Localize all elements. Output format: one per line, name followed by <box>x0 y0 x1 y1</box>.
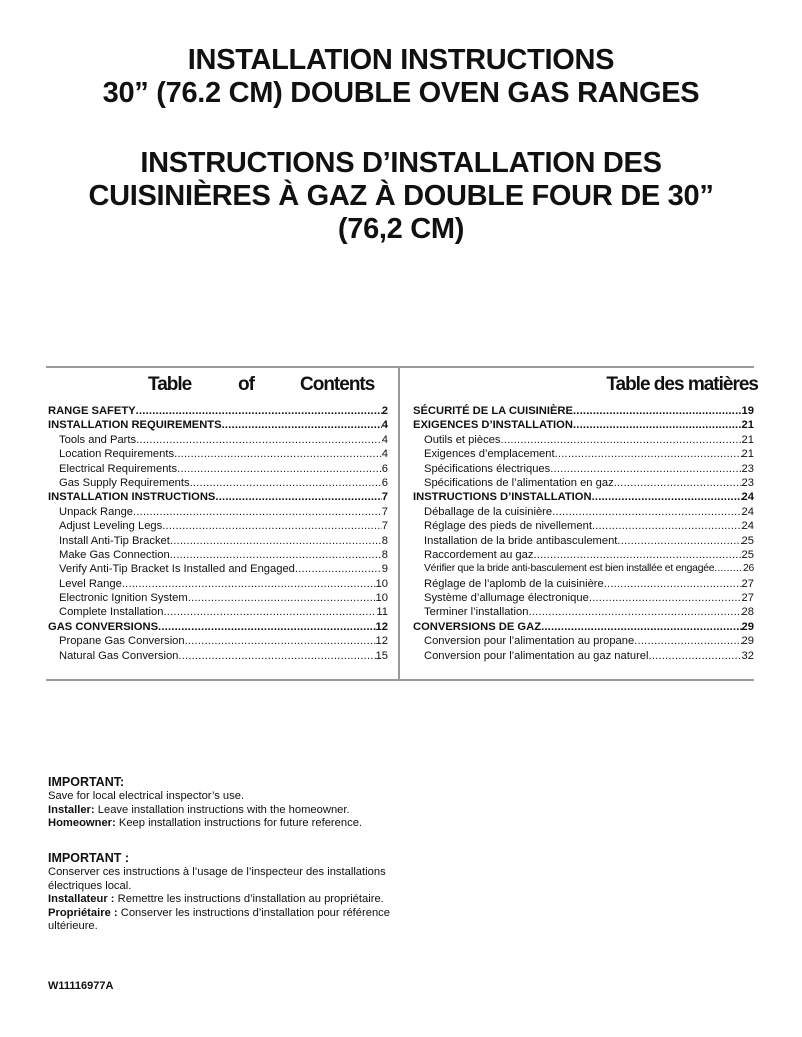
toc-entry[interactable] <box>48 620 388 634</box>
toc-entry-label: Raccordement au gaz <box>424 548 534 561</box>
toc-entry-page: 21 <box>741 433 754 446</box>
title-fr-line-3: (76,2 CM) <box>337 213 465 245</box>
toc-entry-page: 10 <box>375 592 388 605</box>
toc-entry[interactable] <box>413 476 754 490</box>
toc-entry-label: INSTALLATION INSTRUCTIONS <box>48 491 216 504</box>
toc-entry-page: 25 <box>741 534 754 547</box>
toc-dot-leader <box>592 490 742 504</box>
toc-entry-label: Réglage des pieds de nivellement <box>424 520 592 533</box>
toc-entry-label: Tools and Parts <box>59 433 137 446</box>
title-fr-line-1: INSTRUCTIONS D’INSTALLATION DES <box>140 147 662 179</box>
toc-entry-page: 23 <box>741 462 754 475</box>
toc-dot-leader <box>649 649 742 663</box>
toc-entry[interactable] <box>413 620 754 634</box>
toc-entry-page: 6 <box>381 462 388 475</box>
toc-english-list <box>48 404 388 663</box>
toc-entry-label: Vérifier que la bride anti-basculement est bien installée et engagée <box>424 563 715 575</box>
toc-entry[interactable] <box>48 548 388 562</box>
toc-top-rule <box>46 366 754 368</box>
toc-entry[interactable] <box>48 404 388 418</box>
toc-entry-label: CONVERSIONS DE GAZ <box>413 620 542 633</box>
toc-entry[interactable] <box>413 591 754 605</box>
toc-entry-page: 27 <box>741 577 754 590</box>
toc-entry[interactable] <box>413 562 754 576</box>
toc-entry-page: 6 <box>381 476 388 489</box>
toc-entry-label: Location Requirements <box>59 448 175 461</box>
toc-entry-label: INSTRUCTIONS D’INSTALLATION <box>413 491 592 504</box>
toc-dot-leader <box>170 534 382 548</box>
toc-heading-french: Table des matières <box>606 374 758 395</box>
toc-dot-leader <box>136 404 382 418</box>
toc-entry-label: SÉCURITÉ DE LA CUISINIÈRE <box>413 405 573 417</box>
toc-dot-leader <box>122 577 376 591</box>
toc-entry-page: 7 <box>381 520 388 533</box>
toc-entry-label: Install Anti-Tip Bracket <box>59 534 170 547</box>
toc-entry-label: Réglage de l’aplomb de la cuisinière <box>424 577 604 590</box>
toc-entry[interactable] <box>413 519 754 533</box>
toc-entry[interactable] <box>413 404 754 418</box>
homeowner-label-en: Homeowner: <box>48 817 116 829</box>
toc-dot-leader <box>573 418 742 432</box>
important-line-fr: Conserver ces instructions à l’usage de l’inspecteur des installations électriques local. <box>48 866 386 892</box>
installer-label-fr: Installateur : <box>48 893 115 905</box>
toc-dot-leader <box>170 548 382 562</box>
toc-entry[interactable] <box>48 505 388 519</box>
toc-dot-leader <box>528 605 741 619</box>
toc-entry-page: 10 <box>375 577 388 590</box>
title-fr-line-2: CUISINIÈRES À GAZ À DOUBLE FOUR DE 30” <box>88 180 714 212</box>
toc-entry-label: Electrical Requirements <box>59 462 178 475</box>
toc-entry[interactable] <box>48 577 388 591</box>
toc-entry[interactable] <box>413 418 754 432</box>
toc-entry-page: 29 <box>741 635 754 648</box>
toc-entry-label: Make Gas Connection <box>59 548 170 561</box>
toc-entry[interactable] <box>413 462 754 476</box>
toc-dot-leader <box>541 620 741 634</box>
toc-entry-page: 11 <box>376 606 388 619</box>
toc-entry-page: 7 <box>381 491 388 504</box>
toc-entry-page: 2 <box>381 405 388 417</box>
toc-dot-leader <box>188 591 376 605</box>
toc-dot-leader <box>533 548 741 562</box>
toc-entry-label: Verify Anti-Tip Bracket Is Installed and Engaged <box>59 563 295 576</box>
toc-entry[interactable] <box>413 577 754 591</box>
title-english <box>0 44 802 110</box>
toc-entry[interactable] <box>48 490 388 504</box>
toc-dot-leader <box>573 404 742 418</box>
toc-french-list <box>413 404 754 663</box>
toc-dot-leader <box>295 562 382 576</box>
toc-entry-page: 8 <box>381 534 388 547</box>
important-notice-french <box>48 850 428 934</box>
toc-entry-page: 21 <box>741 419 754 432</box>
toc-entry-page: 4 <box>381 433 388 446</box>
toc-entry-label: Exigences d’emplacement <box>424 448 555 461</box>
toc-entry-page: 21 <box>741 448 754 461</box>
toc-entry-page: 24 <box>741 520 754 533</box>
toc-dot-leader <box>634 634 741 648</box>
toc-entry-label: Spécifications de l’alimentation en gaz <box>424 476 614 489</box>
installer-text-fr: Remettre les instructions d’installation au propriétaire. <box>114 893 384 905</box>
toc-entry-label: Déballage de la cuisinière <box>424 505 553 518</box>
toc-entry-label: EXIGENCES D’INSTALLATION <box>413 419 573 432</box>
title-en-line-1: INSTALLATION INSTRUCTIONS <box>187 44 615 76</box>
toc-entry[interactable] <box>413 433 754 447</box>
toc-entry-label: Installation de la bride antibasculement <box>424 534 618 547</box>
toc-entry-label: Outils et pièces <box>424 433 501 446</box>
toc-entry-label: Conversion pour l’alimentation au gaz naturel <box>424 649 649 662</box>
toc-entry-label: Electronic Ignition System <box>59 592 188 605</box>
toc-entry-page: 27 <box>741 592 754 605</box>
installer-note-en <box>48 804 428 818</box>
toc-dot-leader <box>555 447 742 461</box>
toc-entry-label: Spécifications électriques <box>424 462 551 475</box>
toc-entry-page: 29 <box>741 620 754 633</box>
toc-entry-label: Terminer l’installation <box>424 606 529 619</box>
toc-entry-label: Adjust Leveling Legs <box>59 520 163 533</box>
toc-heading-word-1: Table <box>148 374 192 395</box>
toc-entry[interactable] <box>413 490 754 504</box>
toc-entry-label: RANGE SAFETY <box>48 405 136 417</box>
toc-dot-leader <box>163 605 376 619</box>
toc-entry-label: Level Range <box>59 577 122 590</box>
toc-entry-label: GAS CONVERSIONS <box>48 620 159 633</box>
toc-entry-page: 4 <box>381 448 388 461</box>
important-heading-fr: IMPORTANT : <box>48 851 130 865</box>
toc-entry-label: Unpack Range <box>59 505 134 518</box>
toc-entry[interactable] <box>413 548 754 562</box>
important-line-en: Save for local electrical inspector’s use. <box>48 790 245 802</box>
toc-dot-leader <box>614 476 742 490</box>
toc-entry[interactable] <box>48 476 388 490</box>
toc-entry[interactable] <box>48 634 388 648</box>
toc-entry-label: Complete Installation <box>59 606 164 619</box>
toc-entry[interactable] <box>413 447 754 461</box>
installer-label-en: Installer: <box>48 803 95 816</box>
toc-dot-leader <box>552 505 741 519</box>
toc-entry[interactable] <box>48 534 388 548</box>
document-code: W11116977A <box>48 980 114 992</box>
installer-note-fr <box>48 893 428 907</box>
toc-dot-leader <box>714 562 743 576</box>
toc-heading-word-3: Contents <box>300 374 375 395</box>
toc-entry[interactable] <box>413 505 754 519</box>
installer-text-en: Leave installation instructions with the homeowner. <box>94 803 350 816</box>
toc-dot-leader <box>617 534 741 548</box>
toc-entry-page: 12 <box>375 635 388 648</box>
toc-entry-page: 26 <box>742 563 754 575</box>
toc-dot-leader <box>589 591 742 605</box>
toc-entry-page: 8 <box>381 548 388 561</box>
toc-entry[interactable] <box>413 634 754 648</box>
toc-dot-leader <box>185 634 376 648</box>
toc-entry[interactable] <box>48 519 388 533</box>
toc-entry-page: 24 <box>741 505 754 518</box>
toc-entry[interactable] <box>48 447 388 461</box>
homeowner-text-fr: Conserver les instructions d’installation pour référence ultérieure. <box>48 906 391 932</box>
toc-entry[interactable] <box>413 605 754 619</box>
toc-bottom-rule <box>46 679 754 681</box>
toc-dot-leader <box>133 505 382 519</box>
toc-entry[interactable] <box>48 418 388 432</box>
homeowner-text-en: Keep installation instructions for future reference. <box>115 817 363 829</box>
title-en-line-2: 30” (76.2 CM) DOUBLE OVEN GAS RANGES <box>102 77 700 109</box>
toc-dot-leader <box>162 519 382 533</box>
toc-entry[interactable] <box>48 562 388 576</box>
toc-dot-leader <box>592 519 742 533</box>
toc-entry-page: 7 <box>381 505 388 518</box>
toc-entry-label: Système d’allumage électronique <box>424 592 589 605</box>
important-heading-en: IMPORTANT: <box>48 775 125 789</box>
toc-entry-label: Gas Supply Requirements <box>59 476 190 489</box>
toc-entry-page: 9 <box>381 563 388 576</box>
toc-entry[interactable] <box>413 649 754 663</box>
title-french <box>0 147 802 246</box>
toc-entry-page: 32 <box>741 649 754 662</box>
toc-entry-page: 12 <box>375 620 388 633</box>
toc-entry-page: 15 <box>375 649 388 662</box>
toc-dot-leader <box>174 447 382 461</box>
toc-dot-leader <box>550 462 741 476</box>
toc-dot-leader <box>190 476 382 490</box>
toc-dot-leader <box>177 462 382 476</box>
toc-entry-page: 24 <box>741 491 754 504</box>
toc-heading-word-2: of <box>238 374 254 395</box>
toc-dot-leader <box>215 490 381 504</box>
toc-entry-label: Natural Gas Conversion <box>59 649 179 662</box>
toc-entry[interactable] <box>48 433 388 447</box>
toc-entry[interactable] <box>48 462 388 476</box>
toc-entry[interactable] <box>48 649 388 663</box>
homeowner-note-en <box>48 817 428 831</box>
toc-entry-label: Propane Gas Conversion <box>59 635 185 648</box>
homeowner-note-fr <box>48 907 428 934</box>
toc-entry[interactable] <box>413 534 754 548</box>
important-notice-english <box>48 774 428 831</box>
toc-entry-page: 28 <box>741 606 754 619</box>
toc-dot-leader <box>222 418 382 432</box>
toc-dot-leader <box>500 433 741 447</box>
toc-dot-leader <box>604 577 742 591</box>
toc-entry[interactable] <box>48 605 388 619</box>
toc-column-divider <box>398 366 400 681</box>
toc-entry-page: 25 <box>741 548 754 561</box>
toc-dot-leader <box>158 620 376 634</box>
toc-entry-page: 19 <box>741 405 754 417</box>
toc-entry[interactable] <box>48 591 388 605</box>
toc-dot-leader <box>136 433 382 447</box>
toc-entry-label: Conversion pour l’alimentation au propane <box>424 635 635 648</box>
toc-entry-page: 4 <box>381 419 388 432</box>
toc-dot-leader <box>178 649 375 663</box>
toc-entry-page: 23 <box>741 476 754 489</box>
toc-entry-label: INSTALLATION REQUIREMENTS <box>48 419 222 432</box>
homeowner-label-fr: Propriétaire : <box>48 906 118 919</box>
